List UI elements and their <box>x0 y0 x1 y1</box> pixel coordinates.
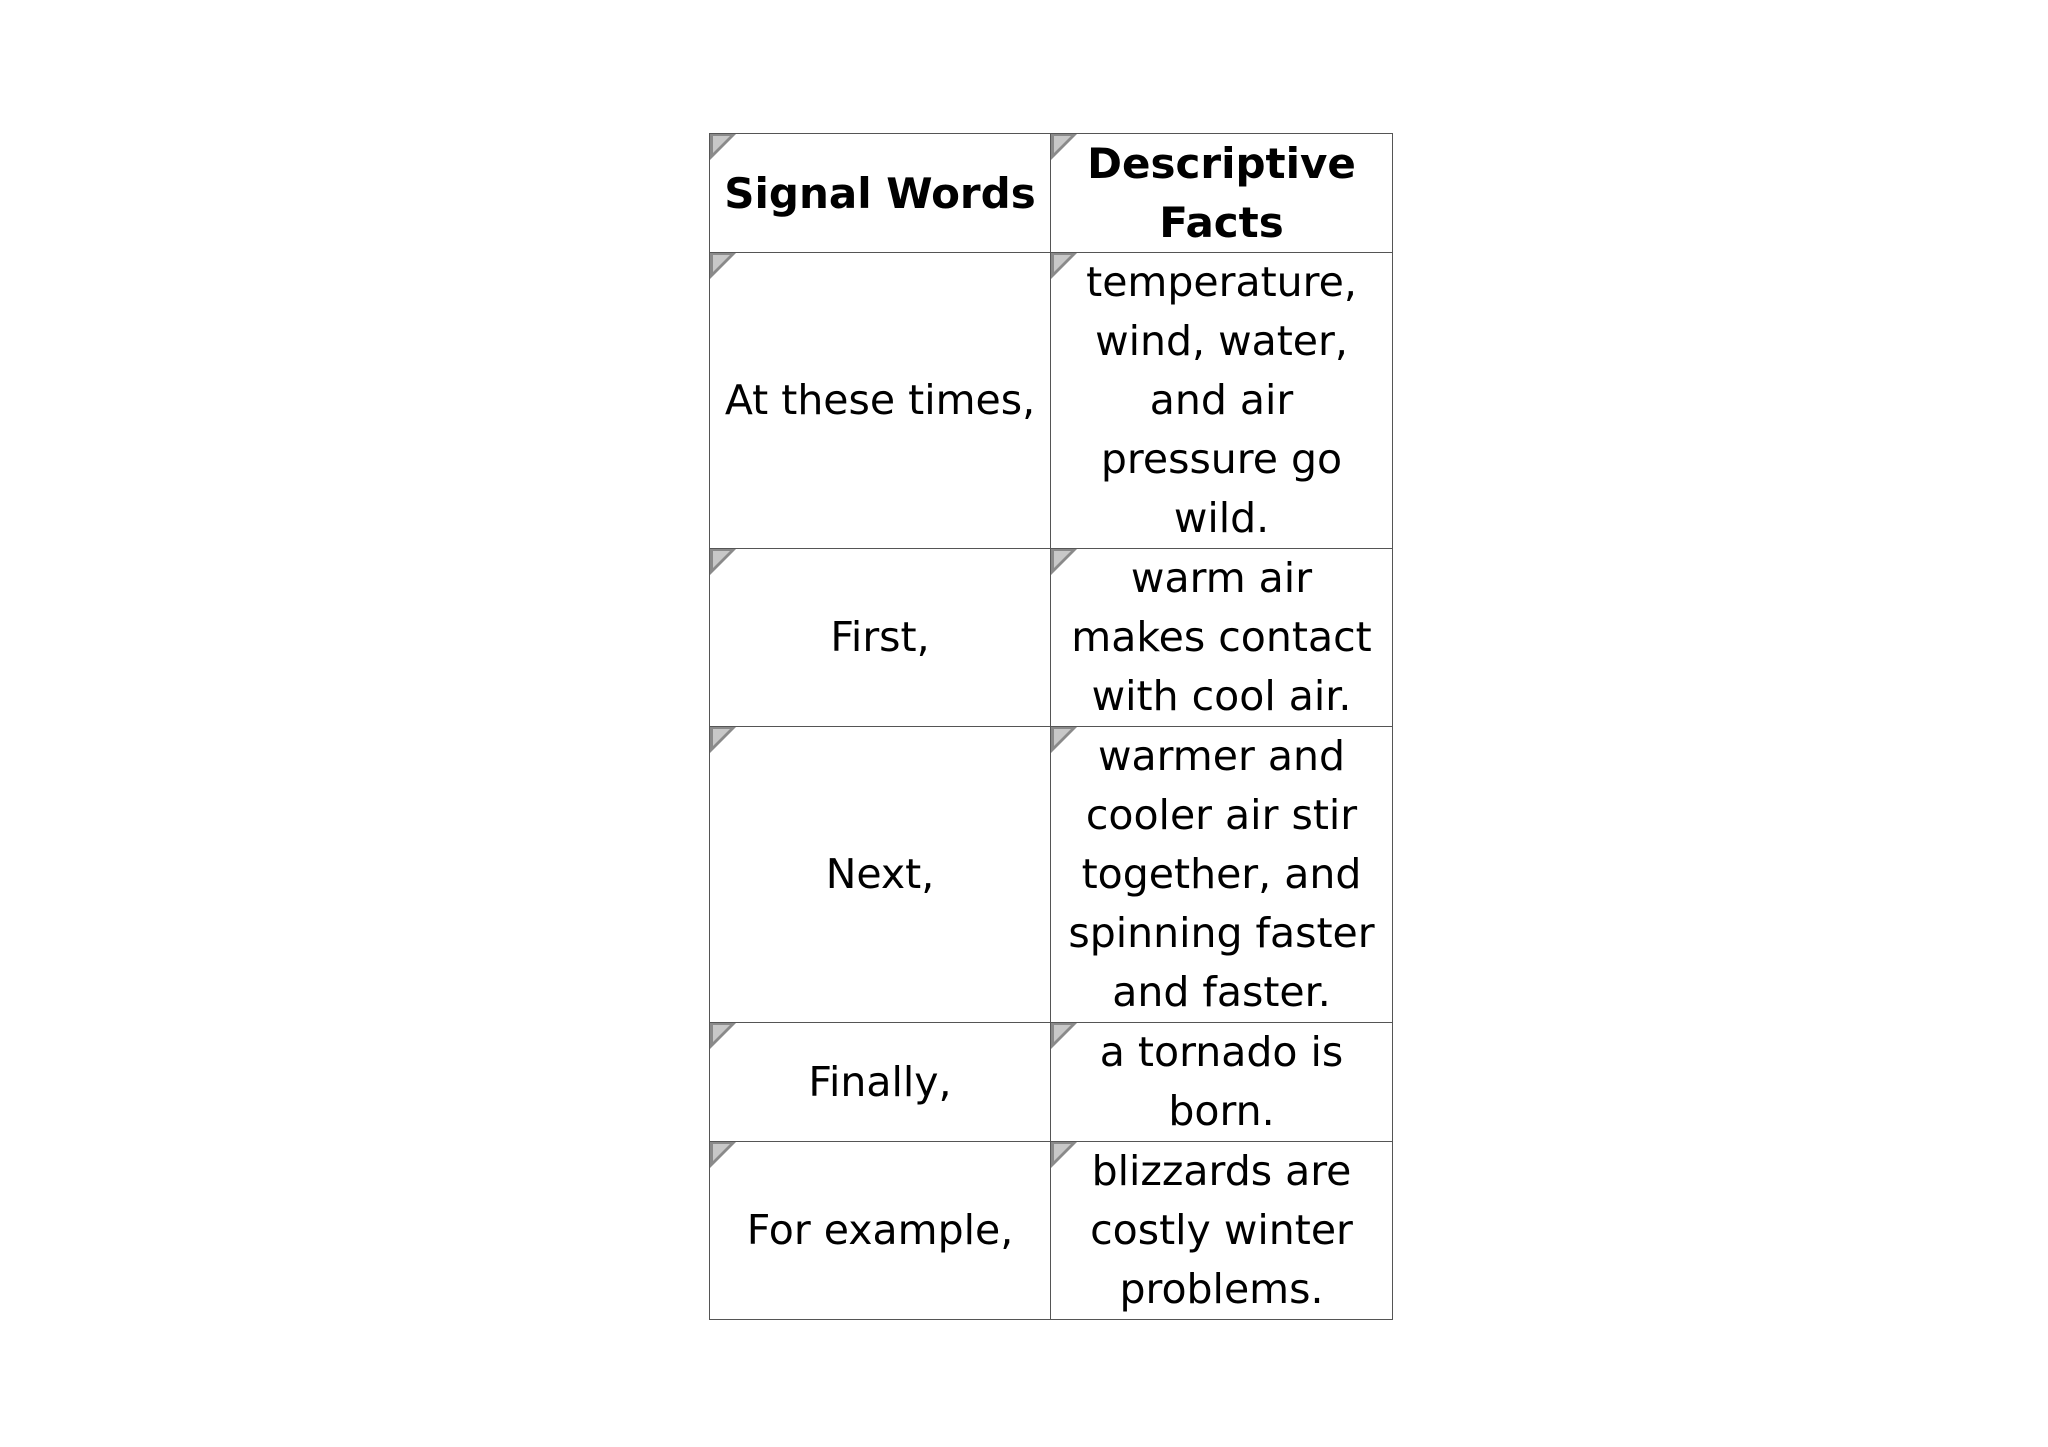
facts-line: wild. <box>1173 494 1270 542</box>
facts-line: temperature, <box>1086 258 1357 306</box>
facts-cell[interactable] <box>1051 549 1393 727</box>
facts-line: warmer and <box>1098 732 1345 780</box>
facts-line: wind, water, <box>1095 317 1348 365</box>
header-signal-words[interactable] <box>710 134 1051 253</box>
signal-text: First, <box>830 613 930 661</box>
facts-cell[interactable] <box>1051 727 1393 1023</box>
corner-fold-icon <box>710 253 736 279</box>
corner-fold-icon <box>710 134 736 160</box>
facts-line: and faster. <box>1112 968 1331 1016</box>
facts-line: together, and <box>1081 850 1362 898</box>
signal-cell[interactable] <box>710 1142 1051 1320</box>
facts-cell[interactable] <box>1051 1142 1393 1320</box>
table-row <box>710 253 1393 549</box>
table-row <box>710 1142 1393 1320</box>
facts-line: cooler air stir <box>1085 791 1358 839</box>
header-descriptive-facts[interactable] <box>1051 134 1393 253</box>
facts-cell[interactable] <box>1051 1023 1393 1142</box>
corner-fold-icon <box>710 727 736 753</box>
facts-line: with cool air. <box>1091 672 1352 720</box>
corner-fold-icon <box>710 1023 736 1049</box>
corner-fold-icon <box>1051 1142 1077 1168</box>
facts-cell[interactable] <box>1051 253 1393 549</box>
signal-words-table <box>709 133 1393 1320</box>
table-row <box>710 1023 1393 1142</box>
signal-cell[interactable] <box>710 549 1051 727</box>
facts-line: and air <box>1149 376 1294 424</box>
corner-fold-icon <box>710 1142 736 1168</box>
signal-cell[interactable] <box>710 1023 1051 1142</box>
corner-fold-icon <box>1051 727 1077 753</box>
corner-fold-icon <box>1051 134 1077 160</box>
signal-text: At these times, <box>724 376 1036 424</box>
corner-fold-icon <box>710 549 736 575</box>
corner-fold-icon <box>1051 549 1077 575</box>
signal-text: Next, <box>825 850 935 898</box>
table-row <box>710 727 1393 1023</box>
facts-line: a tornado is <box>1099 1028 1344 1076</box>
header-facts-line: Facts <box>1159 198 1284 247</box>
header-facts-line: Descriptive <box>1087 139 1356 188</box>
header-signal-label: Signal Words <box>724 168 1036 218</box>
facts-line: born. <box>1168 1087 1275 1135</box>
facts-line: blizzards are <box>1091 1147 1352 1195</box>
signal-cell[interactable] <box>710 253 1051 549</box>
facts-line: pressure go <box>1100 435 1343 483</box>
facts-line: spinning faster <box>1068 909 1375 957</box>
signal-text: For example, <box>746 1206 1014 1254</box>
signal-text: Finally, <box>808 1057 952 1106</box>
facts-line: problems. <box>1119 1265 1324 1313</box>
table-header-row <box>710 134 1393 253</box>
facts-line: warm air <box>1130 554 1313 602</box>
facts-line: makes contact <box>1071 613 1372 661</box>
corner-fold-icon <box>1051 1023 1077 1049</box>
table-row <box>710 549 1393 727</box>
corner-fold-icon <box>1051 253 1077 279</box>
facts-line: costly winter <box>1090 1206 1353 1254</box>
signal-cell[interactable] <box>710 727 1051 1023</box>
